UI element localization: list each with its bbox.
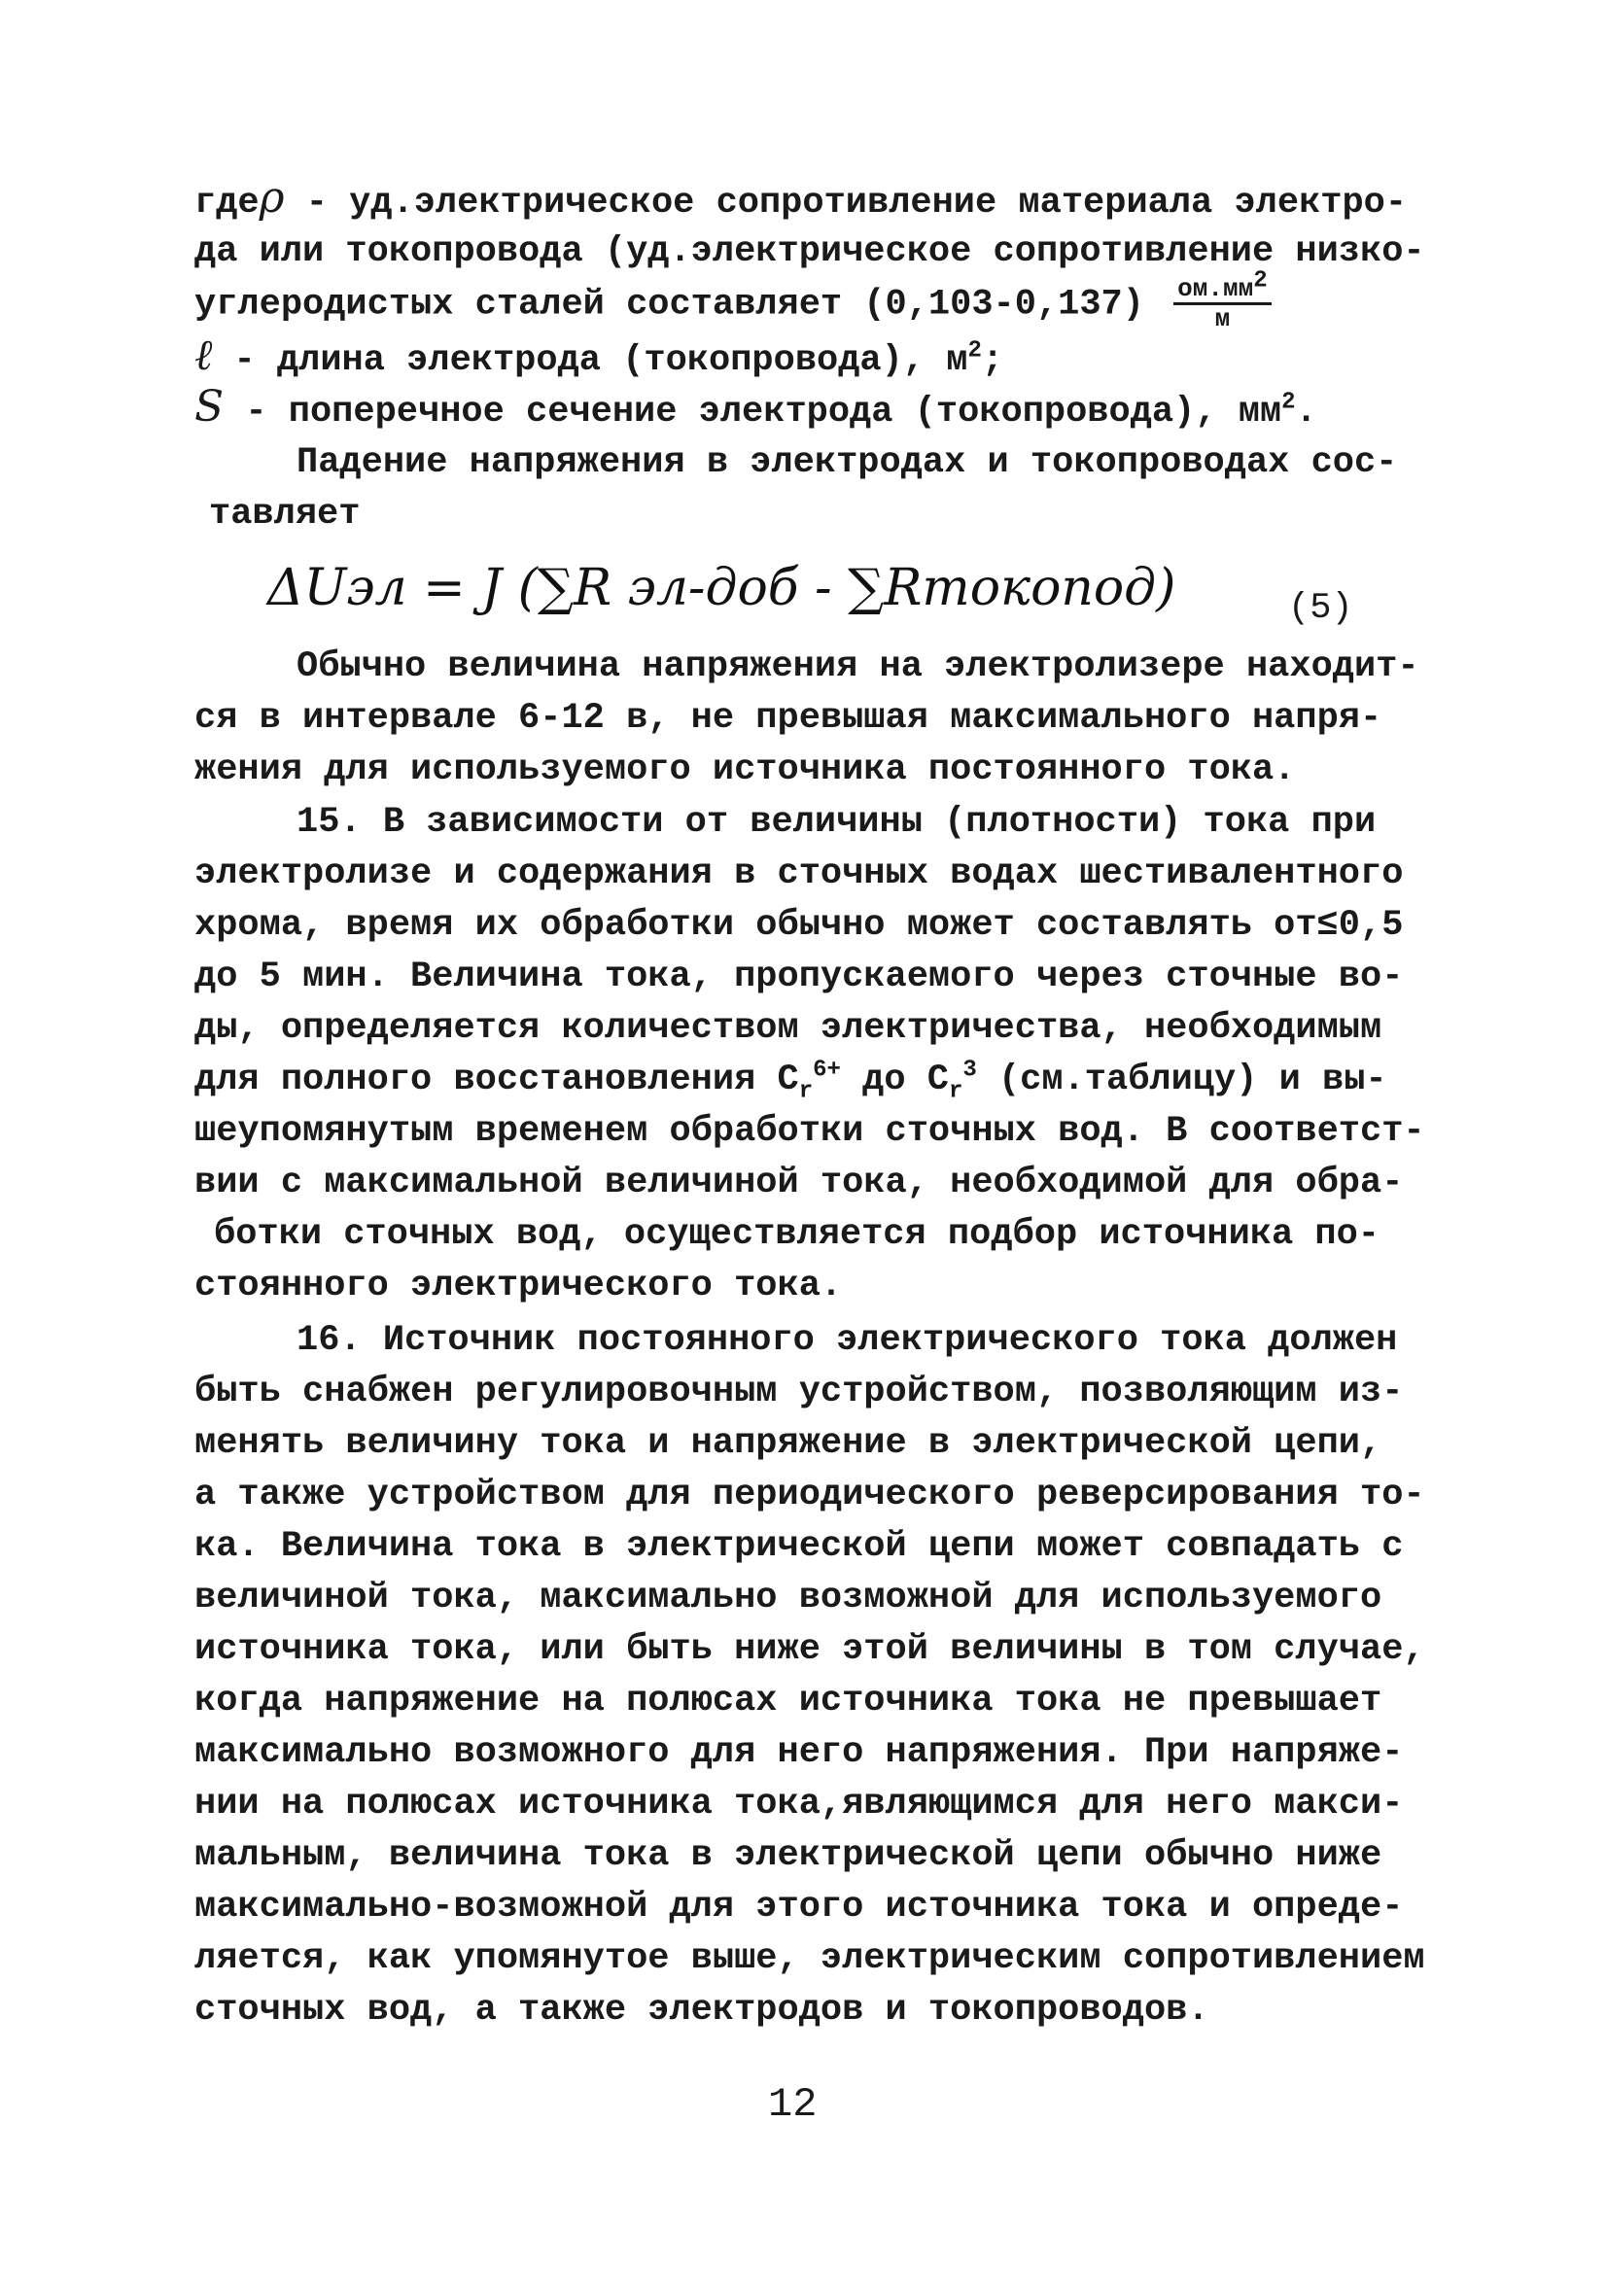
text-fragment: - поперечное сечение электрода (токопровода), мм bbox=[224, 392, 1282, 433]
text-fragment: ся в интервале 6-12 в, не превышая максимального напря- bbox=[194, 698, 1382, 739]
text-line bbox=[209, 489, 360, 539]
text-line bbox=[194, 1830, 1381, 1881]
text-fragment: электролизе и содержания в сточных водах шестивалентного bbox=[194, 853, 1404, 894]
text-line bbox=[297, 642, 1419, 692]
text-fragment: сточных вод, а также электродов и токопроводов. bbox=[194, 1990, 1209, 2031]
text-fragment: ом.мм bbox=[1177, 274, 1254, 303]
text-fragment: - уд.электрическое сопротивление материала электро- bbox=[284, 183, 1408, 224]
text-fragment: максимально-возможной для этого источника тока и опреде- bbox=[194, 1887, 1404, 1928]
text-fragment: Обычно величина напряжения на электролизере находит- bbox=[297, 646, 1419, 687]
text-fragment: ляется, как упомянутое выше, электрическим сопротивлением bbox=[194, 1938, 1425, 1979]
text-fragment: да или токопровода (уд.электрическое сопротивление низко- bbox=[194, 231, 1425, 272]
text-line bbox=[194, 849, 1403, 899]
text-line bbox=[194, 952, 1403, 1002]
text-line bbox=[194, 173, 1407, 228]
text-fragment: для полного восстановления C bbox=[194, 1060, 799, 1100]
text-fragment: менять величину тока и напряжение в электрической цепи, bbox=[194, 1423, 1382, 1464]
text-fragment: ; bbox=[981, 340, 1004, 381]
fraction-denominator: м bbox=[1214, 304, 1231, 333]
superscript: 2 bbox=[1281, 389, 1296, 416]
text-fragment: 15. В зависимости от величины (плотности) тока при bbox=[297, 802, 1377, 843]
text-line bbox=[194, 1521, 1403, 1572]
subscript: r bbox=[798, 1078, 814, 1105]
text-line bbox=[194, 1624, 1425, 1675]
text-line bbox=[297, 437, 1397, 488]
text-fragment: жения для используемого источника постоянного тока. bbox=[194, 749, 1296, 790]
superscript: 2 bbox=[967, 337, 982, 365]
text-fragment: ботки сточных вод, осуществляется подбор источника по- bbox=[214, 1214, 1380, 1255]
text-line bbox=[194, 267, 1272, 333]
page-number: 12 bbox=[768, 2081, 818, 2128]
text-fragment: источника тока, или быть ниже этой величины в том случае, bbox=[194, 1629, 1425, 1670]
length-symbol: ℓ bbox=[194, 330, 213, 380]
text-line bbox=[194, 1055, 1387, 1105]
text-line bbox=[194, 1882, 1403, 1932]
text-fragment: до C bbox=[840, 1060, 949, 1100]
text-line bbox=[194, 900, 1403, 951]
voltage-drop-formula: ΔUэл = J (∑R эл-доб - ∑Rтокопод) bbox=[267, 559, 1176, 617]
text-fragment: стоянного электрического тока. bbox=[194, 1266, 843, 1306]
superscript: 6+ bbox=[813, 1057, 841, 1084]
text-fragment: а также устройством для периодического реверсирования то- bbox=[194, 1475, 1425, 1515]
subscript: r bbox=[948, 1078, 963, 1105]
text-line bbox=[194, 693, 1381, 744]
text-fragment: шеупомянутым временем обработки сточных вод. В соответст- bbox=[194, 1111, 1425, 1152]
text-line bbox=[194, 745, 1295, 795]
text-fragment: величиной тока, максимально возможной для используемого bbox=[194, 1578, 1382, 1618]
text-fragment: 16. Источник постоянного электрического тока должен bbox=[297, 1320, 1398, 1361]
text-fragment: вии с максимальной величиной тока, необходимой для обра- bbox=[194, 1163, 1404, 1203]
text-line bbox=[194, 1933, 1425, 1984]
superscript: 3 bbox=[962, 1057, 977, 1084]
text-line bbox=[194, 1676, 1381, 1726]
text-fragment: - длина электрода (токопровода), м bbox=[212, 340, 968, 381]
text-line bbox=[194, 1106, 1425, 1157]
text-fragment: быть снабжен регулировочным устройством, позволяющим из- bbox=[194, 1372, 1404, 1412]
text-line bbox=[214, 1209, 1380, 1260]
unit-fraction bbox=[1173, 267, 1271, 333]
text-fragment: Падение напряжения в электродах и токопроводах сос- bbox=[297, 442, 1398, 483]
text-fragment: нии на полюсах источника тока,являющимся для него макси- bbox=[194, 1784, 1404, 1825]
text-fragment: ка. Величина тока в электрической цепи может совпадать с bbox=[194, 1526, 1404, 1567]
text-fragment: (см.таблицу) и вы- bbox=[976, 1060, 1387, 1100]
section-symbol: S bbox=[194, 382, 225, 432]
text-fragment: до 5 мин. Величина тока, пропускаемого через сточные во- bbox=[194, 957, 1404, 997]
text-line bbox=[194, 1367, 1403, 1417]
text-line bbox=[194, 1158, 1403, 1208]
fraction-numerator bbox=[1173, 267, 1271, 305]
text-fragment: где bbox=[194, 183, 260, 224]
text-line bbox=[194, 1470, 1425, 1520]
text-line bbox=[194, 1573, 1381, 1623]
text-fragment: максимально возможного для него напряжения. При напряже- bbox=[194, 1732, 1404, 1773]
text-fragment: углеродистых сталей составляет (0,103-0,137) bbox=[194, 284, 1167, 326]
superscript: 2 bbox=[1253, 267, 1268, 295]
text-line bbox=[194, 226, 1425, 277]
text-fragment: . bbox=[1295, 392, 1317, 433]
text-line bbox=[194, 330, 1003, 386]
paragraph-16-start bbox=[297, 1315, 1397, 1366]
text-fragment: тавляет bbox=[209, 494, 361, 535]
text-line bbox=[194, 1261, 842, 1311]
text-fragment: мальным, величина тока в электрической цепи обычно ниже bbox=[194, 1835, 1382, 1876]
equation-number: (5) bbox=[1288, 588, 1353, 629]
text-line bbox=[194, 1003, 1381, 1054]
text-line bbox=[194, 382, 1317, 437]
text-line bbox=[194, 1418, 1381, 1469]
text-line bbox=[194, 1779, 1403, 1829]
paragraph-15-start bbox=[297, 797, 1376, 848]
rho-symbol: ρ bbox=[259, 173, 285, 223]
text-line bbox=[194, 1727, 1403, 1778]
text-fragment: хрома, время их обработки обычно может составлять от≤0,5 bbox=[194, 905, 1404, 946]
text-line bbox=[194, 1985, 1209, 2035]
text-fragment: когда напряжение на полюсах источника тока не превышает bbox=[194, 1681, 1382, 1722]
text-fragment: ды, определяется количеством электричества, необходимым bbox=[194, 1008, 1382, 1049]
